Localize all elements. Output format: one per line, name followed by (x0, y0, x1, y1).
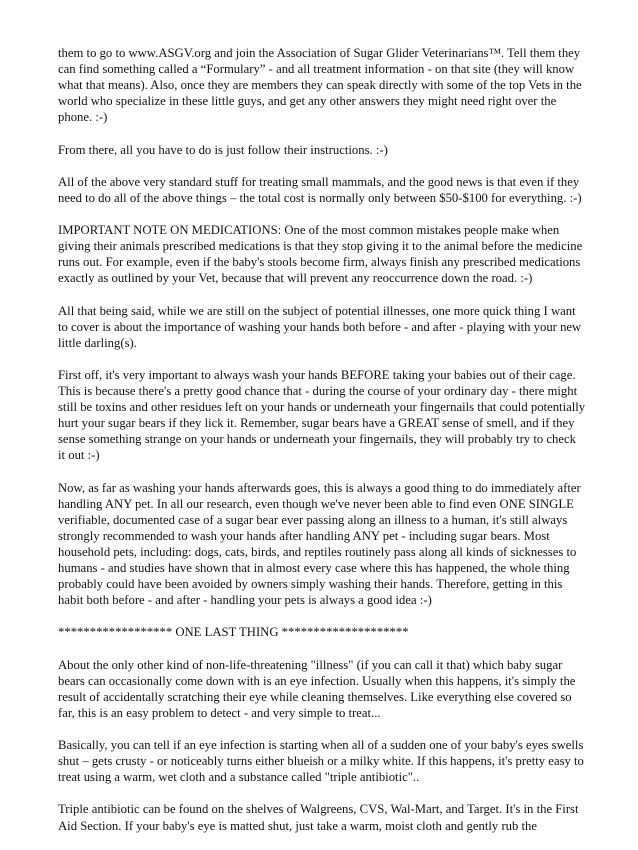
paragraph-treatment-cost: All of the above very standard stuff for treating small mammals, and the good news is that even if they need to do all of the above things – the total cost is normally only between $50-$100 for everything. :-) (58, 174, 582, 205)
section-heading-one-last-thing: ****************** ONE LAST THING ******************** (58, 625, 409, 640)
paragraph-triple-antibiotic: Triple antibiotic can be found on the shelves of Walgreens, CVS, Wal-Mart, and Target. It's in the First Aid Section. If your baby's eye is matted shut, just take a warm, moist cloth and gently rub the (58, 802, 579, 833)
paragraph-eye-infection-intro: About the only other kind of non-life-threatening "illness" (if you can call it that) which baby sugar bears can occasionally come down with is an eye infection. Usually when this happens, it's simply the result of accidentally scratching their eye while cleaning themselves. Like everything else covered so far, this is an easy problem to detect - and very simple to treat... (58, 657, 576, 720)
paragraph-wash-after: Now, as far as washing your hands afterwards goes, this is always a good thing to do immediately after handling ANY pet. In all our research, even though we've never been able to find even ONE SINGLE verifiable, documented case of a sugar bear ever passing along an illness to a human, it's still always strongly recommended to wash your hands after handling ANY pet - including sugar bears. Most household pets, including: dogs, cats, birds, and reptiles routinely pass along all kinds of sicknesses to humans - and studies have shown that in almost every case where this has happened, the whole thing probably could have been avoided by owners simply washing their hands. Therefore, getting in this habit both before - and after - handling your pets is always a good idea :-) (58, 480, 581, 608)
paragraph-asgv-referral: them to go to www.ASGV.org and join the Association of Sugar Glider Veterinarians™. Tell them they can find something called a “Formulary” - and all treatment information - on that site (they will know what that means). Also, once they are members they can speak directly with some of the top Vets in the world who specialize in these little guys, and get any other answers they might need right over the phone. :-) (58, 46, 582, 125)
paragraph-eye-infection-signs: Basically, you can tell if an eye infection is starting when all of a sudden one of your baby's eyes swells shut – gets crusty - or noticeably turns either blueish or a milky white. If this happens, it's pretty easy to treat using a warm, wet cloth and a substance called "triple antibiotic".. (58, 738, 584, 785)
paragraph-hand-washing-intro: All that being said, while we are still on the subject of potential illnesses, one more quick thing I want to cover is about the importance of washing your hands both before - and after - playing with your new little darling(s). (58, 303, 582, 350)
paragraph-medications-note: IMPORTANT NOTE ON MEDICATIONS: One of the most common mistakes people make when giving their animals prescribed medications is that they stop giving it to the animal before the medicine runs out. For example, even if the baby's stools become firm, always finish any prescribed medications exactly as outlined by your Vet, because that will prevent any reoccurrence down the road. :-) (58, 223, 583, 286)
paragraph-follow-instructions: From there, all you have to do is just follow their instructions. :-) (58, 142, 388, 157)
document-body (58, 45, 586, 850)
paragraph-wash-before: First off, it's very important to always wash your hands BEFORE taking your babies out of their cage. This is because there's a pretty good chance that - during the course of your ordinary day - there might still be toxins and other residues left on your hands or underneath your fingernails that could potentially hurt your sugar bears if they lick it. Remember, sugar bears have a GREAT sense of smell, and if they sense something strange on your hands or underneath your fingernails, they will probably try to check it out :-) (58, 367, 586, 463)
